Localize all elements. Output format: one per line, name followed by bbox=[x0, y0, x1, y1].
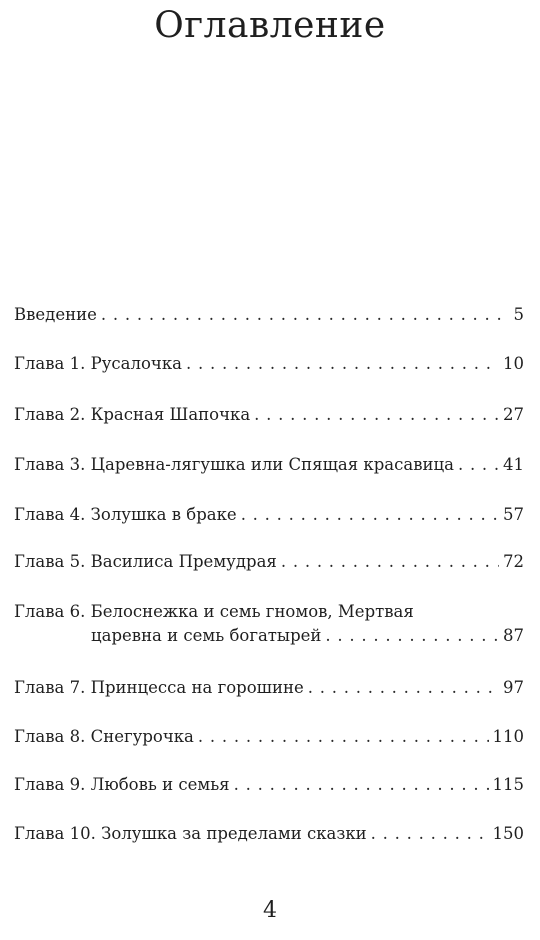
toc-entry-chapter-5[interactable] bbox=[14, 550, 524, 574]
dot-leader bbox=[371, 822, 489, 846]
dot-leader bbox=[458, 453, 499, 477]
toc-entry-label: Глава 5. Василиса Премудрая bbox=[14, 552, 277, 571]
toc-entry-page: 27 bbox=[503, 405, 524, 424]
toc-entry-page: 41 bbox=[503, 455, 524, 474]
toc-entry-page: 110 bbox=[492, 727, 524, 746]
toc-entry-page: 10 bbox=[503, 354, 524, 373]
table-of-contents bbox=[14, 0, 524, 940]
toc-entry-chapter-2[interactable] bbox=[14, 403, 524, 427]
toc-entry-introduction[interactable] bbox=[14, 303, 524, 327]
toc-entry-label: Глава 1. Русалочка bbox=[14, 354, 182, 373]
toc-entry-label: Глава 6. Белоснежка и семь гномов, Мертвая bbox=[14, 602, 414, 621]
dot-leader bbox=[308, 676, 499, 700]
toc-entry-page: 97 bbox=[503, 678, 524, 697]
page-number: 4 bbox=[263, 898, 277, 923]
toc-entry-label: Глава 4. Золушка в браке bbox=[14, 505, 237, 524]
dot-leader bbox=[234, 773, 489, 797]
toc-entry-label: Глава 9. Любовь и семья bbox=[14, 775, 230, 794]
toc-entry-label: Глава 7. Принцесса на горошине bbox=[14, 678, 304, 697]
toc-entry-chapter-9[interactable] bbox=[14, 773, 524, 797]
toc-entry-page: 115 bbox=[492, 775, 524, 794]
toc-entry-label: Глава 3. Царевна-лягушка или Спящая красавица bbox=[14, 455, 454, 474]
toc-entry-page: 5 bbox=[513, 305, 524, 324]
toc-entry-chapter-1[interactable] bbox=[14, 352, 524, 376]
toc-entry-chapter-8[interactable] bbox=[14, 725, 524, 749]
toc-entry-page: 150 bbox=[492, 824, 524, 843]
toc-entry-chapter-7[interactable] bbox=[14, 676, 524, 700]
toc-entry-label: Глава 8. Снегурочка bbox=[14, 727, 194, 746]
toc-entry-page: 72 bbox=[503, 552, 524, 571]
dot-leader bbox=[254, 403, 499, 427]
dot-leader bbox=[241, 503, 499, 527]
toc-entry-page: 87 bbox=[503, 626, 524, 645]
toc-entry-page: 57 bbox=[503, 505, 524, 524]
dot-leader bbox=[281, 550, 499, 574]
toc-entry-chapter-10[interactable] bbox=[14, 822, 524, 846]
toc-entry-chapter-3[interactable] bbox=[14, 453, 524, 477]
toc-entry-label: Глава 10. Золушка за пределами сказки bbox=[14, 824, 367, 843]
toc-entry-label: Глава 2. Красная Шапочка bbox=[14, 405, 251, 424]
toc-entry-chapter-6[interactable] bbox=[14, 600, 524, 648]
dot-leader bbox=[325, 624, 499, 648]
dot-leader bbox=[101, 303, 510, 327]
toc-entry-label: Введение bbox=[14, 305, 97, 324]
toc-entry-chapter-4[interactable] bbox=[14, 503, 524, 527]
toc-entry-label-continued: царевна и семь богатырей bbox=[91, 626, 322, 645]
dot-leader bbox=[198, 725, 489, 749]
page-title: Оглавление bbox=[154, 5, 386, 46]
dot-leader bbox=[186, 352, 499, 376]
